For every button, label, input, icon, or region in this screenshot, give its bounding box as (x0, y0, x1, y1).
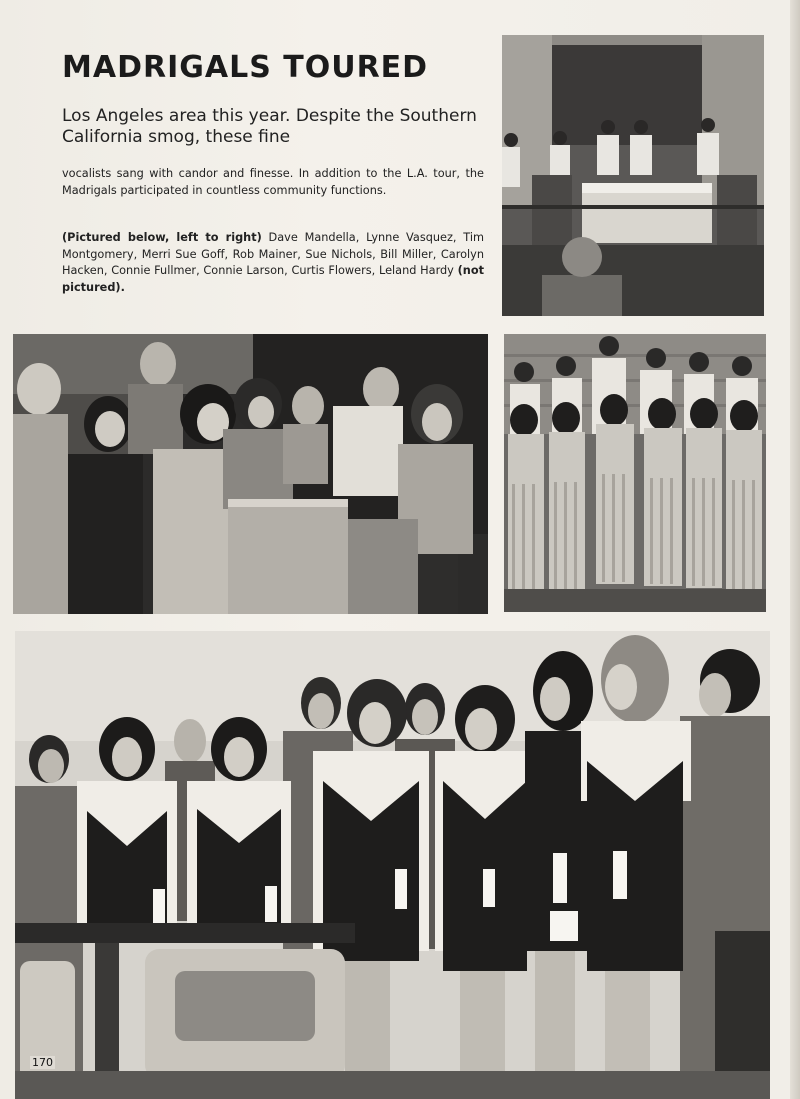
page-number: 170 (32, 1056, 53, 1069)
performance-photo (15, 631, 770, 1099)
caption-prefix: (Pictured below, left to right) (62, 231, 262, 244)
body-paragraph: vocalists sang with candor and finesse. In addition to the L.A. tour, the Madrigals participated in countless community functions. (62, 167, 484, 197)
lead-paragraph: Los Angeles area this year. Despite the Southern California smog, these fine (62, 106, 477, 147)
caption-suffix: (not pictured). (62, 264, 484, 294)
caption-names: Dave Mandella, Lynne Vasquez, Tim Montgomery, Merri Sue Goff, Rob Mainer, Sue Nichols, Bill Miller, Carolyn Hacken, Connie Fullmer, Connie Larson, Curtis Flowers, Leland Hardy (62, 231, 484, 277)
headline: MADRIGALS TOURED (62, 50, 429, 85)
rehearsal-photo (13, 334, 488, 614)
banquet-photo (502, 35, 764, 316)
choir-photo (504, 334, 766, 612)
photo-caption (62, 230, 484, 296)
page-edge (790, 0, 800, 1099)
